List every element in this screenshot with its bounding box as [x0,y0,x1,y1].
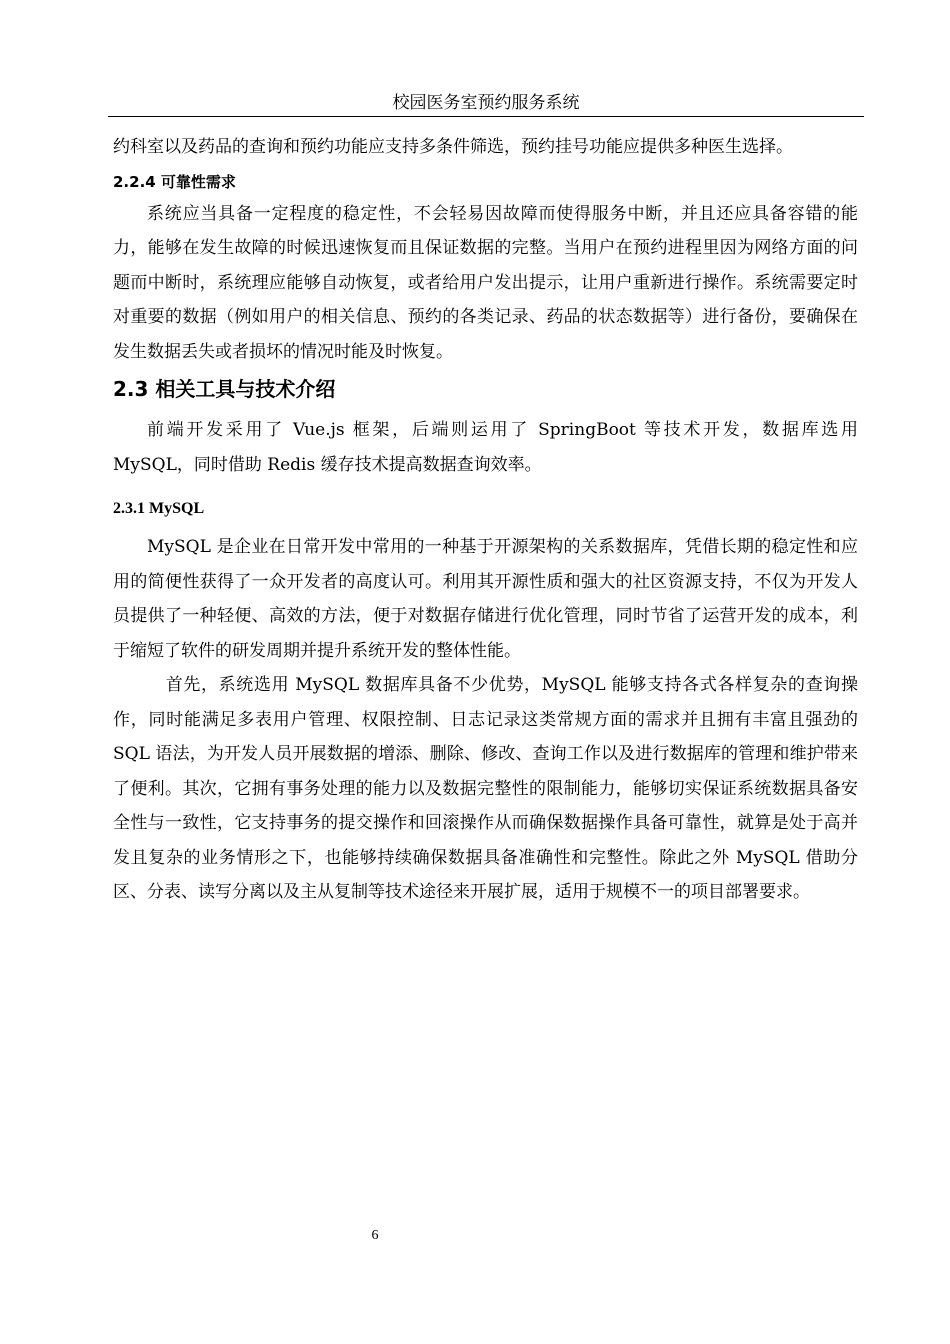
page-number: 6 [371,1228,379,1243]
paragraph-tools-intro: 前端开发采用了 Vue.js 框架，后端则运用了 SpringBoot 等技术开发，数据库选用 MySQL，同时借助 Redis 缓存技术提高数据查询效率。 [113,420,858,475]
paragraph-mysql-intro: MySQL 是企业在日常开发中常用的一种基于开源架构的关系数据库，凭借长期的稳定性和应用的简便性获得了一众开发者的高度认可。利用其开源性质和强大的社区资源支持，不仅为开发人员提供了一种轻便、高效的方法，便于对数据存储进行优化管理，同时节省了运营开发的成本，利于缩短了软件的研发周期并提升系统开发的整体性能。 [113,537,858,661]
paragraph-continued: 约科室以及药品的查询和预约功能应支持多条件筛选，预约挂号功能应提供多种医生选择。 [113,137,793,157]
document-body [113,130,858,910]
section-heading-2-3: 2.3 相关工具与技术介绍 [113,377,336,401]
paragraph-reliability: 系统应当具备一定程度的稳定性，不会轻易因故障而使得服务中断，并且还应具备容错的能力，能够在发生故障的时候迅速恢复而且保证数据的完整。当用户在预约进程里因为网络方面的问题而中断时，系统理应能够自动恢复，或者给用户发出提示，让用户重新进行操作。系统需要定时对重要的数据（例如用户的相关信息、预约的各类记录、药品的状态数据等）进行备份，要确保在发生数据丢失或者损坏的情况时能及时恢复。 [113,203,858,362]
header-title: 校园医务室预约服务系统 [392,93,580,113]
section-heading-2-2-4: 2.2.4 可靠性需求 [113,172,236,191]
section-heading-2-3-1: 2.3.1 MySQL [113,500,205,517]
page-header [108,90,864,117]
paragraph-mysql-advantages: 首先，系统选用 MySQL 数据库具备不少优势，MySQL 能够支持各式各样复杂的查询操作，同时能满足多表用户管理、权限控制、日志记录这类常规方面的需求并且拥有丰富且强劲的 SQL 语法，为开发人员开展数据的增添、删除、修改、查询工作以及进行数据库的管理和维护带来了便利。其次，它拥有事务处理的能力以及数据完整性的限制能力，能够切实保证系统数据具备安全性与一致性，它支持事务的提交操作和回滚操作从而确保数据操作具备可靠性，就算是处于高并发且复杂的业务情形之下，也能够持续确保数据具备准确性和完整性。除此之外 MySQL 借助分区、分表、读写分离以及主从复制等技术途径来开展扩展，适用于规模不一的项目部署要求。 [113,675,858,902]
